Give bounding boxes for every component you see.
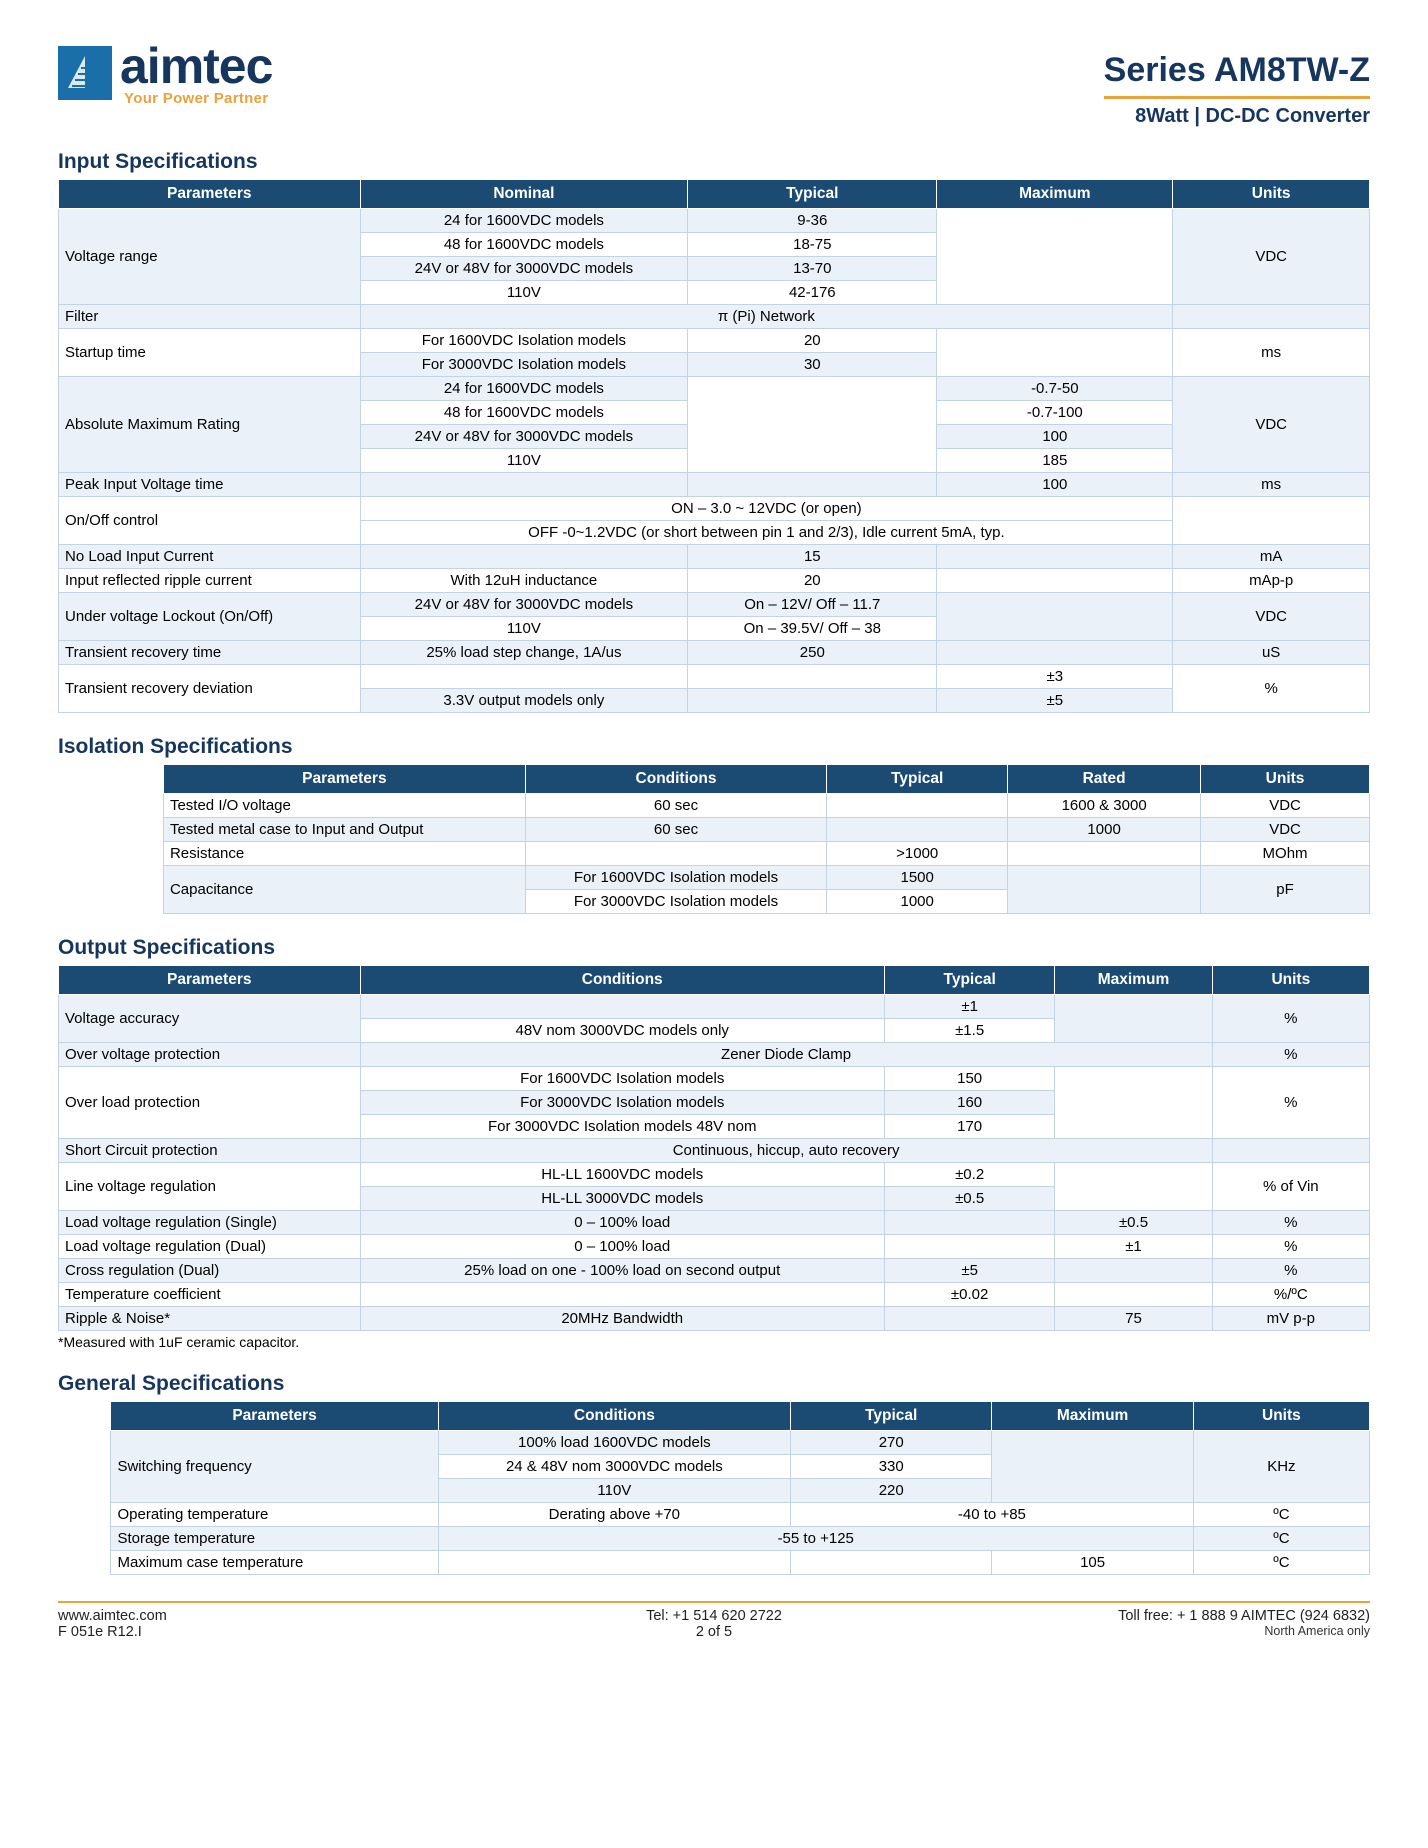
cell-parameter: Storage temperature	[111, 1527, 438, 1551]
isolation-specifications-table	[163, 764, 1370, 914]
cell-units: VDC	[1201, 818, 1370, 842]
cell-maximum	[937, 641, 1173, 665]
table-row	[59, 377, 1370, 401]
cell-nominal: 24V or 48V for 3000VDC models	[360, 593, 688, 617]
cell-maximum: 75	[1055, 1307, 1212, 1331]
cell-parameter: Short Circuit protection	[59, 1139, 361, 1163]
table-row	[111, 1551, 1370, 1575]
cell-typical: 270	[791, 1431, 992, 1455]
cell-typical: On – 39.5V/ Off – 38	[688, 617, 937, 641]
footer-doc-code: F 051e R12.I	[58, 1624, 142, 1640]
logo-wordmark: aimtec	[120, 38, 273, 94]
cell-nominal: For 1600VDC Isolation models	[360, 329, 688, 353]
cell-conditions: OFF -0~1.2VDC (or short between pin 1 and 2/3), Idle current 5mA, typ.	[360, 521, 1173, 545]
column-header: Typical	[791, 1402, 992, 1431]
table-row	[59, 497, 1370, 521]
table-row	[111, 1503, 1370, 1527]
cell-parameter: Startup time	[59, 329, 361, 377]
cell-units: VDC	[1173, 377, 1370, 473]
cell-units: ms	[1173, 473, 1370, 497]
general-specifications-table	[110, 1401, 1370, 1575]
cell-units	[1173, 497, 1370, 545]
cell-parameter: Load voltage regulation (Dual)	[59, 1235, 361, 1259]
table-row	[59, 1211, 1370, 1235]
cell-conditions: HL-LL 1600VDC models	[360, 1163, 884, 1187]
cell-parameter: Load voltage regulation (Single)	[59, 1211, 361, 1235]
cell-nominal: 110V	[360, 281, 688, 305]
cell-units: ms	[1173, 329, 1370, 377]
footer-telephone: Tel: +1 514 620 2722	[646, 1608, 782, 1624]
table-row	[59, 1307, 1370, 1331]
cell-parameter: Voltage range	[59, 209, 361, 305]
table-row	[163, 794, 1369, 818]
cell-rated: 1000	[1008, 818, 1201, 842]
column-header: Maximum	[937, 180, 1173, 209]
cell-parameter: Over voltage protection	[59, 1043, 361, 1067]
cell-typical: 1500	[827, 866, 1008, 890]
table-row	[59, 1259, 1370, 1283]
cell-units: %/ºC	[1212, 1283, 1369, 1307]
cell-nominal	[360, 665, 688, 689]
cell-conditions: For 1600VDC Isolation models	[360, 1067, 884, 1091]
cell-typical	[884, 1211, 1054, 1235]
cell-units: mA	[1173, 545, 1370, 569]
cell-typical	[688, 377, 937, 473]
table-row	[111, 1431, 1370, 1455]
cell-parameter: Cross regulation (Dual)	[59, 1259, 361, 1283]
cell-parameter: Transient recovery time	[59, 641, 361, 665]
cell-maximum	[937, 569, 1173, 593]
cell-typical: ±5	[884, 1259, 1054, 1283]
cell-parameter: Operating temperature	[111, 1503, 438, 1527]
table-row	[59, 995, 1370, 1019]
cell-maximum	[1055, 1163, 1212, 1211]
cell-typical	[688, 689, 937, 713]
cell-maximum: 105	[992, 1551, 1193, 1575]
cell-conditions: 48V nom 3000VDC models only	[360, 1019, 884, 1043]
cell-nominal: 48 for 1600VDC models	[360, 233, 688, 257]
cell-parameter: Tested metal case to Input and Output	[163, 818, 525, 842]
cell-parameter: Capacitance	[163, 866, 525, 914]
cell-conditions: ON – 3.0 ~ 12VDC (or open)	[360, 497, 1173, 521]
table-row	[59, 1283, 1370, 1307]
table-row	[59, 473, 1370, 497]
cell-typical: 20	[688, 329, 937, 353]
cell-typical: ±1	[884, 995, 1054, 1019]
cell-units: KHz	[1193, 1431, 1369, 1503]
document-title-block	[1104, 40, 1370, 128]
cell-conditions: Derating above +70	[438, 1503, 790, 1527]
cell-conditions: 110V	[438, 1479, 790, 1503]
company-logo	[58, 40, 272, 107]
cell-conditions	[360, 1283, 884, 1307]
cell-parameter: Input reflected ripple current	[59, 569, 361, 593]
cell-maximum	[937, 545, 1173, 569]
cell-nominal	[360, 545, 688, 569]
column-header: Maximum	[1055, 966, 1212, 995]
cell-maximum: 185	[937, 449, 1173, 473]
column-header: Conditions	[360, 966, 884, 995]
cell-units: %	[1212, 995, 1369, 1043]
cell-maximum	[937, 209, 1173, 305]
column-header: Parameters	[163, 765, 525, 794]
cell-typical	[827, 794, 1008, 818]
table-header-row	[59, 966, 1370, 995]
cell-units: mV p-p	[1212, 1307, 1369, 1331]
cell-units: %	[1212, 1235, 1369, 1259]
cell-typical	[884, 1235, 1054, 1259]
table-row	[59, 1043, 1370, 1067]
section-heading-isolation: Isolation Specifications	[58, 735, 293, 758]
cell-maximum: ±1	[1055, 1235, 1212, 1259]
column-header: Maximum	[992, 1402, 1193, 1431]
cell-maximum	[937, 593, 1173, 641]
cell-typical: 220	[791, 1479, 992, 1503]
column-header: Conditions	[525, 765, 827, 794]
table-row	[59, 1067, 1370, 1091]
title-divider	[1104, 96, 1370, 99]
cell-typical: 160	[884, 1091, 1054, 1115]
cell-nominal: 24V or 48V for 3000VDC models	[360, 425, 688, 449]
page-title: Series AM8TW-Z	[1103, 51, 1370, 89]
logo-tagline: Your Power Partner	[124, 90, 269, 107]
table-row	[59, 1163, 1370, 1187]
page-header	[58, 40, 1370, 128]
cell-typical: 150	[884, 1067, 1054, 1091]
cell-maximum: -0.7-100	[937, 401, 1173, 425]
cell-conditions: Continuous, hiccup, auto recovery	[360, 1139, 1212, 1163]
cell-maximum	[1055, 995, 1212, 1043]
footer-tollfree: Toll free: + 1 888 9 AIMTEC (924 6832)	[1118, 1608, 1370, 1624]
column-header: Rated	[1008, 765, 1201, 794]
table-row	[59, 305, 1370, 329]
column-header: Units	[1193, 1402, 1369, 1431]
column-header: Parameters	[59, 966, 361, 995]
footer-region-note: North America only	[1264, 1624, 1370, 1638]
cell-parameter: Tested I/O voltage	[163, 794, 525, 818]
cell-units: VDC	[1173, 209, 1370, 305]
cell-typical: 9-36	[688, 209, 937, 233]
cell-typical: >1000	[827, 842, 1008, 866]
table-row	[163, 818, 1369, 842]
cell-conditions: π (Pi) Network	[360, 305, 1173, 329]
cell-units: pF	[1201, 866, 1370, 914]
page-subtitle: 8Watt | DC-DC Converter	[1135, 105, 1370, 127]
cell-parameter: Switching frequency	[111, 1431, 438, 1503]
column-header: Conditions	[438, 1402, 790, 1431]
cell-rated	[1008, 866, 1201, 914]
column-header: Nominal	[360, 180, 688, 209]
cell-parameter: Transient recovery deviation	[59, 665, 361, 713]
column-header: Typical	[884, 966, 1054, 995]
cell-conditions	[360, 995, 884, 1019]
cell-nominal	[360, 473, 688, 497]
cell-nominal: 48 for 1600VDC models	[360, 401, 688, 425]
output-specifications-table	[58, 965, 1370, 1331]
cell-conditions: For 3000VDC Isolation models	[360, 1091, 884, 1115]
table-row	[59, 593, 1370, 617]
cell-parameter: On/Off control	[59, 497, 361, 545]
cell-maximum	[1055, 1067, 1212, 1139]
cell-maximum: ±0.5	[1055, 1211, 1212, 1235]
cell-units: ºC	[1193, 1527, 1369, 1551]
table-row	[111, 1527, 1370, 1551]
cell-conditions: 25% load on one - 100% load on second output	[360, 1259, 884, 1283]
cell-parameter: Ripple & Noise*	[59, 1307, 361, 1331]
cell-maximum	[1055, 1259, 1212, 1283]
cell-units: mAp-p	[1173, 569, 1370, 593]
cell-nominal: For 3000VDC Isolation models	[360, 353, 688, 377]
cell-units: uS	[1173, 641, 1370, 665]
cell-maximum: ±5	[937, 689, 1173, 713]
cell-typical: ±1.5	[884, 1019, 1054, 1043]
cell-conditions: HL-LL 3000VDC models	[360, 1187, 884, 1211]
cell-conditions: 60 sec	[525, 794, 827, 818]
cell-typical: 250	[688, 641, 937, 665]
cell-units: %	[1212, 1043, 1369, 1067]
cell-rated	[1008, 842, 1201, 866]
table-row	[59, 329, 1370, 353]
table-row	[59, 665, 1370, 689]
cell-units	[1173, 305, 1370, 329]
section-heading-output: Output Specifications	[58, 936, 276, 959]
cell-parameter: Peak Input Voltage time	[59, 473, 361, 497]
cell-maximum	[1055, 1283, 1212, 1307]
cell-units: %	[1212, 1211, 1369, 1235]
cell-nominal: 24 for 1600VDC models	[360, 209, 688, 233]
cell-typical	[688, 665, 937, 689]
column-header: Units	[1201, 765, 1370, 794]
cell-conditions: For 3000VDC Isolation models 48V nom	[360, 1115, 884, 1139]
cell-maximum: -0.7-50	[937, 377, 1173, 401]
cell-parameter: Resistance	[163, 842, 525, 866]
cell-parameter: Under voltage Lockout (On/Off)	[59, 593, 361, 641]
cell-units: ºC	[1193, 1503, 1369, 1527]
cell-typical: 330	[791, 1455, 992, 1479]
cell-typical	[827, 818, 1008, 842]
table-row	[59, 641, 1370, 665]
column-header: Units	[1212, 966, 1369, 995]
cell-typical: 170	[884, 1115, 1054, 1139]
cell-parameter: Filter	[59, 305, 361, 329]
table-row	[59, 1235, 1370, 1259]
cell-conditions: -55 to +125	[438, 1527, 1193, 1551]
cell-typical: 1000	[827, 890, 1008, 914]
cell-typical: -40 to +85	[791, 1503, 1194, 1527]
cell-units: %	[1212, 1067, 1369, 1139]
cell-conditions: Zener Diode Clamp	[360, 1043, 1212, 1067]
cell-nominal: 110V	[360, 449, 688, 473]
cell-parameter: No Load Input Current	[59, 545, 361, 569]
cell-typical: 20	[688, 569, 937, 593]
page-footer	[58, 1601, 1370, 1640]
cell-conditions: 100% load 1600VDC models	[438, 1431, 790, 1455]
cell-typical: 30	[688, 353, 937, 377]
cell-typical: ±0.02	[884, 1283, 1054, 1307]
table-row	[59, 209, 1370, 233]
cell-conditions	[525, 842, 827, 866]
column-header: Units	[1173, 180, 1370, 209]
cell-units: %	[1212, 1259, 1369, 1283]
cell-conditions: 20MHz Bandwidth	[360, 1307, 884, 1331]
cell-typical	[688, 473, 937, 497]
cell-typical: 42-176	[688, 281, 937, 305]
table-header-row	[59, 180, 1370, 209]
cell-typical: 18-75	[688, 233, 937, 257]
cell-maximum	[937, 329, 1173, 377]
cell-conditions	[438, 1551, 790, 1575]
footer-page-number: 2 of 5	[695, 1624, 733, 1640]
cell-parameter: Absolute Maximum Rating	[59, 377, 361, 473]
cell-units: % of Vin	[1212, 1163, 1369, 1211]
table-header-row	[111, 1402, 1370, 1431]
cell-units: %	[1173, 665, 1370, 713]
cell-conditions: 24 & 48V nom 3000VDC models	[438, 1455, 790, 1479]
cell-nominal: With 12uH inductance	[360, 569, 688, 593]
cell-conditions: For 1600VDC Isolation models	[525, 866, 827, 890]
table-row	[59, 1139, 1370, 1163]
cell-maximum: 100	[937, 473, 1173, 497]
column-header: Parameters	[111, 1402, 438, 1431]
cell-units: MOhm	[1201, 842, 1370, 866]
column-header: Parameters	[59, 180, 361, 209]
cell-conditions: For 3000VDC Isolation models	[525, 890, 827, 914]
table-header-row	[163, 765, 1369, 794]
cell-typical: ±0.5	[884, 1187, 1054, 1211]
cell-parameter: Over load protection	[59, 1067, 361, 1139]
cell-parameter: Temperature coefficient	[59, 1283, 361, 1307]
cell-parameter: Maximum case temperature	[111, 1551, 438, 1575]
table-row	[163, 866, 1369, 890]
section-heading-general: General Specifications	[58, 1372, 285, 1395]
cell-nominal: 3.3V output models only	[360, 689, 688, 713]
cell-units: ºC	[1193, 1551, 1369, 1575]
cell-conditions: 0 – 100% load	[360, 1211, 884, 1235]
table-row	[59, 569, 1370, 593]
cell-conditions: 0 – 100% load	[360, 1235, 884, 1259]
output-footnote: *Measured with 1uF ceramic capacitor.	[58, 1334, 300, 1350]
cell-nominal: 25% load step change, 1A/us	[360, 641, 688, 665]
column-header: Typical	[827, 765, 1008, 794]
table-row	[59, 545, 1370, 569]
column-header: Typical	[688, 180, 937, 209]
cell-units	[1212, 1139, 1369, 1163]
cell-typical: 13-70	[688, 257, 937, 281]
cell-typical: ±0.2	[884, 1163, 1054, 1187]
cell-typical: 15	[688, 545, 937, 569]
cell-nominal: 24V or 48V for 3000VDC models	[360, 257, 688, 281]
cell-typical	[884, 1307, 1054, 1331]
cell-maximum: ±3	[937, 665, 1173, 689]
cell-typical: On – 12V/ Off – 11.7	[688, 593, 937, 617]
cell-maximum	[992, 1431, 1193, 1503]
input-specifications-table	[58, 179, 1370, 713]
aimtec-logo-icon	[58, 46, 112, 100]
cell-units: VDC	[1201, 794, 1370, 818]
cell-conditions: 60 sec	[525, 818, 827, 842]
cell-maximum: 100	[937, 425, 1173, 449]
table-row	[163, 842, 1369, 866]
cell-nominal: 110V	[360, 617, 688, 641]
cell-units: VDC	[1173, 593, 1370, 641]
section-heading-input: Input Specifications	[58, 150, 258, 173]
footer-website[interactable]: www.aimtec.com	[58, 1608, 167, 1624]
cell-parameter: Voltage accuracy	[59, 995, 361, 1043]
cell-nominal: 24 for 1600VDC models	[360, 377, 688, 401]
cell-parameter: Line voltage regulation	[59, 1163, 361, 1211]
cell-rated: 1600 & 3000	[1008, 794, 1201, 818]
cell-typical	[791, 1551, 992, 1575]
